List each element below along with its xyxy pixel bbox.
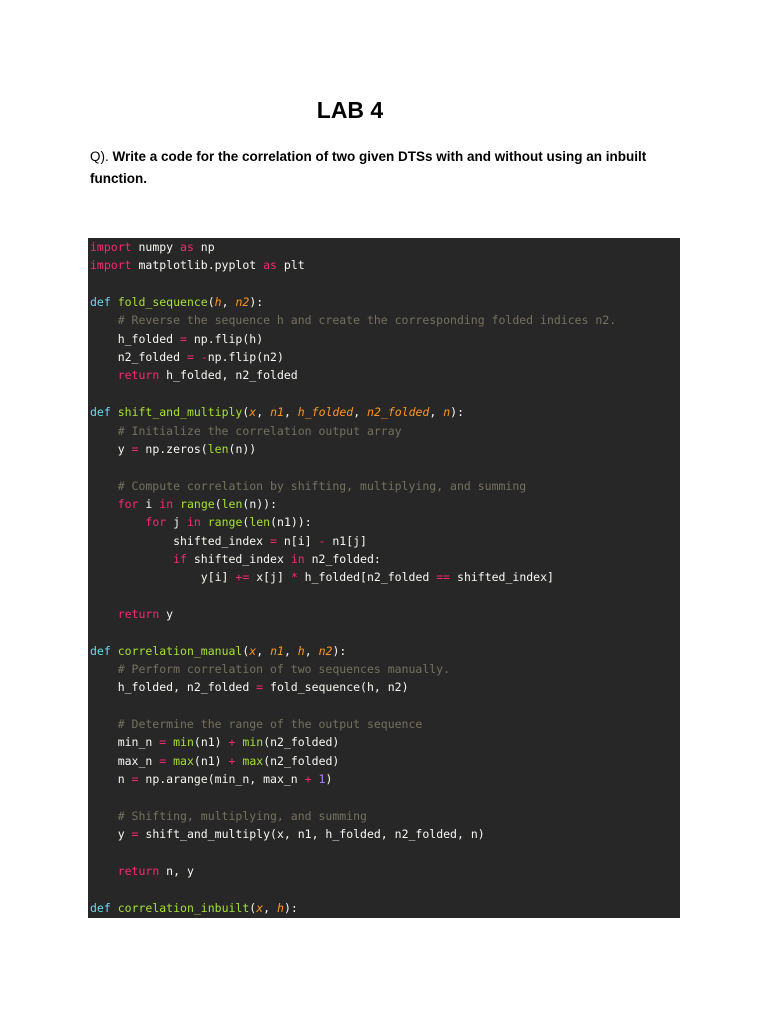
code-token: , xyxy=(429,405,444,420)
code-token: (n1) xyxy=(193,753,229,768)
code-token: (n1)): xyxy=(270,515,312,530)
code-token: h_folded[n2_folded xyxy=(297,570,437,585)
code-token: n, y xyxy=(159,863,194,878)
code-token: max xyxy=(242,753,264,768)
code-line xyxy=(90,366,298,384)
code-token xyxy=(111,901,118,915)
code-line xyxy=(90,403,464,421)
code-token: = xyxy=(131,827,139,842)
code-token: return xyxy=(117,607,160,621)
code-line xyxy=(90,550,381,568)
code-token: x xyxy=(249,405,257,420)
code-token: return xyxy=(117,863,160,878)
code-line xyxy=(90,330,263,348)
code-token: fold_sequence xyxy=(117,295,208,310)
code-token: h xyxy=(297,643,305,658)
code-token: ): xyxy=(283,900,298,915)
code-token: n1[j] xyxy=(325,533,367,548)
code-token: matplotlib.pyplot xyxy=(131,258,264,273)
code-token: np.arange(min_n, max_n xyxy=(138,772,305,787)
code-line xyxy=(90,532,367,550)
code-line xyxy=(90,752,339,770)
code-token: h xyxy=(277,900,284,915)
code-token: n1 xyxy=(270,405,284,420)
code-token: = xyxy=(256,680,264,695)
code-token: range xyxy=(207,515,243,530)
code-token: len xyxy=(249,515,271,530)
code-token: ( xyxy=(242,405,250,420)
question-text: Write a code for the correlation of two given DTSs with and without using an inbuilt function. xyxy=(90,149,647,186)
code-line xyxy=(90,422,402,440)
code-token: ( xyxy=(249,900,257,915)
code-line xyxy=(90,862,194,880)
code-token: n xyxy=(90,772,132,787)
code-token: n2_folded: xyxy=(304,551,381,566)
code-token: i xyxy=(138,496,160,511)
code-token: , xyxy=(283,405,298,420)
code-token xyxy=(90,515,145,529)
code-line xyxy=(90,440,256,458)
code-token: shifted_index xyxy=(90,533,271,548)
code-token: np xyxy=(193,240,215,254)
code-token: np.flip(n2) xyxy=(207,350,284,365)
code-token: np.flip(h) xyxy=(186,331,264,346)
code-token: return xyxy=(117,368,160,383)
code-token: j xyxy=(166,515,187,530)
code-token: h_folded xyxy=(297,405,354,420)
code-token: y[i] xyxy=(90,570,236,585)
code-token: = xyxy=(131,772,139,787)
code-token: max_n xyxy=(90,753,160,768)
code-token xyxy=(111,644,118,658)
code-token: # Perform correlation of two sequences manually. xyxy=(90,662,451,677)
code-line xyxy=(90,825,485,843)
code-token: (n2_folded) xyxy=(263,735,340,750)
code-token xyxy=(90,497,118,511)
code-token: (n1) xyxy=(193,735,229,750)
code-token: h xyxy=(214,295,222,310)
code-line xyxy=(90,715,422,733)
code-line xyxy=(90,568,554,586)
code-token: y xyxy=(159,607,174,621)
code-token: for xyxy=(145,515,167,530)
code-token xyxy=(90,864,118,878)
question-paragraph xyxy=(90,146,670,190)
code-line xyxy=(90,256,305,274)
code-line xyxy=(90,678,409,696)
code-token: , xyxy=(256,643,271,658)
code-token: numpy xyxy=(131,240,181,254)
code-token: n1 xyxy=(270,643,284,658)
code-token: , xyxy=(353,405,368,420)
code-token: shift_and_multiply(x, n1, h_folded, n2_folded, n) xyxy=(138,827,485,842)
code-token: ): xyxy=(332,643,347,658)
code-line xyxy=(90,293,263,311)
code-token: == xyxy=(436,570,451,585)
code-token: def xyxy=(90,405,111,420)
code-token: y xyxy=(90,827,132,842)
code-token: # Shifting, multiplying, and summing xyxy=(90,808,367,823)
code-token: ) xyxy=(325,772,333,787)
code-token: min_n xyxy=(90,735,160,750)
code-token: , xyxy=(256,405,271,420)
code-token: + xyxy=(228,735,236,750)
code-token: + xyxy=(304,772,312,787)
code-token: correlation_manual xyxy=(117,643,243,658)
code-token: n[i] xyxy=(276,533,319,548)
code-line xyxy=(90,477,526,495)
code-token: (n2_folded) xyxy=(263,753,340,768)
code-token: ): xyxy=(450,405,465,420)
code-line xyxy=(90,733,339,751)
code-token: = xyxy=(270,533,277,548)
code-token: def xyxy=(90,295,111,310)
code-token: x[j] xyxy=(249,570,291,585)
code-token: min xyxy=(173,735,194,750)
code-token: 1 xyxy=(318,772,326,787)
code-token: import xyxy=(90,240,132,254)
code-line xyxy=(90,348,284,366)
code-token: n2 xyxy=(318,643,333,658)
code-line xyxy=(90,770,332,788)
code-token: + xyxy=(228,753,236,768)
code-line xyxy=(90,605,173,623)
code-line xyxy=(90,495,277,513)
code-token: shifted_index xyxy=(186,551,291,566)
code-line xyxy=(90,311,616,329)
code-token: ( xyxy=(214,496,222,511)
code-token: range xyxy=(180,496,215,511)
title-text: LAB 4 xyxy=(316,97,384,123)
code-token: (n)) xyxy=(228,441,257,456)
code-token: n xyxy=(443,405,451,420)
code-token: n2_folded xyxy=(367,405,430,420)
code-token: in xyxy=(186,515,201,530)
code-token: for xyxy=(117,496,139,511)
page-title xyxy=(0,97,700,124)
code-token xyxy=(194,350,201,364)
code-token: correlation_inbuilt xyxy=(117,900,250,915)
question-lead: Q). xyxy=(90,149,113,164)
code-token: shifted_index] xyxy=(450,570,554,585)
code-token: def xyxy=(90,643,111,658)
code-token: , xyxy=(221,295,236,310)
code-token: ( xyxy=(207,295,215,310)
code-token: , xyxy=(283,643,298,658)
code-token: (n)): xyxy=(242,496,278,511)
code-token: max xyxy=(173,753,194,768)
code-token xyxy=(90,552,173,566)
code-token xyxy=(90,607,118,621)
code-token: = xyxy=(159,735,167,750)
code-token: # Compute correlation by shifting, multiplying, and summing xyxy=(90,478,527,493)
code-block xyxy=(88,238,680,918)
code-token: = xyxy=(159,753,167,768)
code-token: h_folded, n2_folded xyxy=(90,680,257,695)
code-token: - xyxy=(318,533,326,548)
code-token: # Initialize the correlation output array xyxy=(90,423,402,438)
code-token: = xyxy=(131,441,139,456)
code-token: x xyxy=(249,643,257,658)
code-token: if xyxy=(173,551,187,566)
code-token: in xyxy=(159,496,174,511)
code-token xyxy=(90,368,118,382)
code-token xyxy=(312,772,319,786)
code-token: ): xyxy=(249,295,264,310)
code-token: ( xyxy=(242,515,250,530)
code-token: x xyxy=(256,900,264,915)
code-token: np.zeros( xyxy=(138,441,208,456)
code-token: = xyxy=(186,350,194,365)
code-token: ( xyxy=(242,643,250,658)
code-token xyxy=(201,515,208,529)
code-token xyxy=(111,295,118,309)
code-line xyxy=(90,899,298,917)
code-token: h_folded xyxy=(90,331,181,346)
code-token: # Reverse the sequence h and create the corresponding folded indices n2. xyxy=(90,313,617,328)
code-token: n2 xyxy=(235,295,250,310)
code-token: plt xyxy=(276,258,305,273)
code-token: n2_folded xyxy=(90,350,187,365)
code-token: min xyxy=(242,735,264,750)
code-token: len xyxy=(221,496,243,511)
code-token: , xyxy=(304,643,319,658)
code-token: in xyxy=(290,551,305,566)
code-token: y xyxy=(90,441,132,456)
code-token: as xyxy=(180,240,194,254)
code-line xyxy=(90,513,312,531)
code-token: - xyxy=(200,350,208,365)
code-token: # Determine the range of the output sequence xyxy=(90,717,423,732)
code-token: = xyxy=(180,331,187,346)
code-line xyxy=(90,660,450,678)
code-token: as xyxy=(263,258,277,273)
code-token: shift_and_multiply xyxy=(117,405,243,420)
code-token xyxy=(111,405,118,419)
code-token: def xyxy=(90,900,111,915)
code-line xyxy=(90,807,367,825)
code-token: import xyxy=(90,258,132,273)
code-token: len xyxy=(207,441,229,456)
code-token: += xyxy=(235,570,250,585)
code-token: * xyxy=(290,570,298,585)
code-token: h_folded, n2_folded xyxy=(159,368,298,383)
code-token: fold_sequence(h, n2) xyxy=(263,680,409,695)
code-line xyxy=(90,238,215,256)
code-token: , xyxy=(263,900,278,915)
code-line xyxy=(90,642,346,660)
